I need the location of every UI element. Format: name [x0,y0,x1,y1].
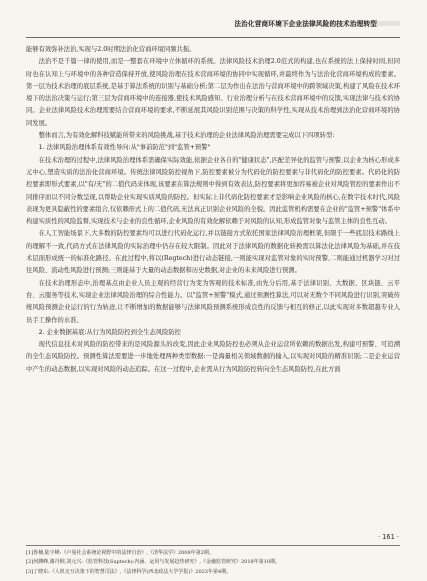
body-paragraph: 能够有效弥补法治,实现与2.0时期法治化营商环境同频共振。 [26,46,196,53]
section-heading-2: 2. 企业数据基底:从行为风险防控到全生态风险防控 [38,328,181,336]
body-paragraph: 整体而言,为有效化解科技赋能所带来的风险挑战,基于技术治理的企业法律风险治理需要完成以下四项转型: [38,132,335,140]
footnote: [1]鲁楠,陆宇峰:《卢曼社会系统论视野中的法律自治》,《清华法学》2008年第2期。 [26,550,214,556]
footnote: [3]丁晓东:《人机交互决策下的智慧司法》,《法律科学(西北政法大学学报)》2023年第4期。 [26,568,232,575]
body-paragraph: 法治不是千篇一律的使用,而是一整套在环境中立体循环的系统。法律风险技术治理2.0范式的构建,也在系统的法上保持时间,但同时也在认知上与环境中的各种营造保持开放,使风险治理在技术营商环境的协同中实现循环,并最终作为与法治化营商环境构成的要素。第一层为技术治理的底层系统,是基于算法系统的识别与基础分析;第二层为作出在法治与营商环境中的跨领域决策,构建了风险在技术环境下的法治决策与运行;第三层为营商环境中的连接器,使技术风险感知、行业治理分析与在技术营商环境中的反馈,实现法律与技术的协同。企业法律风险技术治理需要结合营商环境的要求,不断延展其风险识别范围与决策的科学性,实现从技术治理到法治化营商环境的协同发展。 [26,58,400,127]
running-header-title: 法治化营商环境下企业法律风险的技术治理转型 [234,20,377,28]
page-number: · 161 · [378,533,399,541]
body-paragraph: 在技术治理形态中,治理基点由企业人员主观的经营行为变为客观的技术标准,由先分后用,基于法律识别、大数据、区块链、云平台、云服务等技术,实现企业法律风险治理的综合性能力。以"监管+预警"模式,通过预测性算法,可以对无数个不同风险进行识别,突破传统风险预测企业运行的行为轨迹,让不断增加的数据能够与法律风险预测系统形成良性的反馈与相互的修正,以此实现对多数超越专业人员手工操作的水准。 [26,279,400,324]
section-heading-1: 1. 法律风险治理体系有效性导向:从"事前防范"到"监管+预警" [38,144,211,152]
footnotes [26,545,400,577]
footnote: [2]何渊峰,谢丹桐,刘元兴:《监管科技(Suptech):内涵、运用与发展趋势研究》,《金融监管研究》2018年第10期。 [26,559,281,566]
body-paragraph: 现代信息技术对风险的防控带来的是风险源头的改变,因此企业风险防控也必须从企业运营所依赖的数据出发,构建可预警、可追溯的全生态风险防控。预测性算法需要进一步地处理两种类型数据:一是海量相关领域数据的输入,以实现对风险的精准识别;二是企业运营中产生的动态数据,以实现对风险的动态追踪。在这一过程中,企业需从行为风险防控转向全生态风险防控,在此方面 [26,341,400,373]
running-header [0,0,427,40]
header-rule [26,37,400,38]
body-paragraph: 在人工智能场景下,大多数的防控要素均可以进行代码化运行,并以链接方式依托国家法律风险治理框架,但限于一些底层技术路线上的理解不一致,代码方式在法律风险的实际治理中仍存在较大限制。因此对于法律风险的数据化转换需以算法化法律风险为基础,并在技术层面形成统一的标准化路径。在此过程中,将以(Regtech)进行动态链接,一则能实现对监管对象的实时预警,二则能通过机器学习对过往风险、流动性风险进行预测;三则能基于大量的动态数据和历史数据,对企业的未来风险进行预测。 [26,230,400,275]
article-body [26,44,400,376]
body-paragraph: 在技术治理的过程中,法律风险治理体系需确保实际效能,依据企业各自的"健康状态",匹配差异化的监管与预警,以企业为核心形成多元中心,塑造实质的法治化营商环境。传统法律风险防控视角下,防控要素被分为代码化的防控要素与非代码化的防控要素。代码化的防控要素即形式要素,以"有/无"的二值代码来体现,该要素在算法规则中得到有效表达,防控要素将更加容易被企业对风险管控的要素作出不同排序而以不同分数呈现,以帮助企业实现实质风险的防控。但实际上非代码化防控要素才是影响企业风险的核心,在数字技术时代,风险表现为更具隐蔽性的要素组合,仅依赖形式上的二值代码,无法真正识别企业风险的全貌。因此监管机构需要在企业的"监管+预警"体系中构建实质性的风险监督,实现技术与企业的良性循环,企业风险的有效化解依赖于对风险的认知,形成监管对象与监管主体的良性互动。 [26,156,400,226]
